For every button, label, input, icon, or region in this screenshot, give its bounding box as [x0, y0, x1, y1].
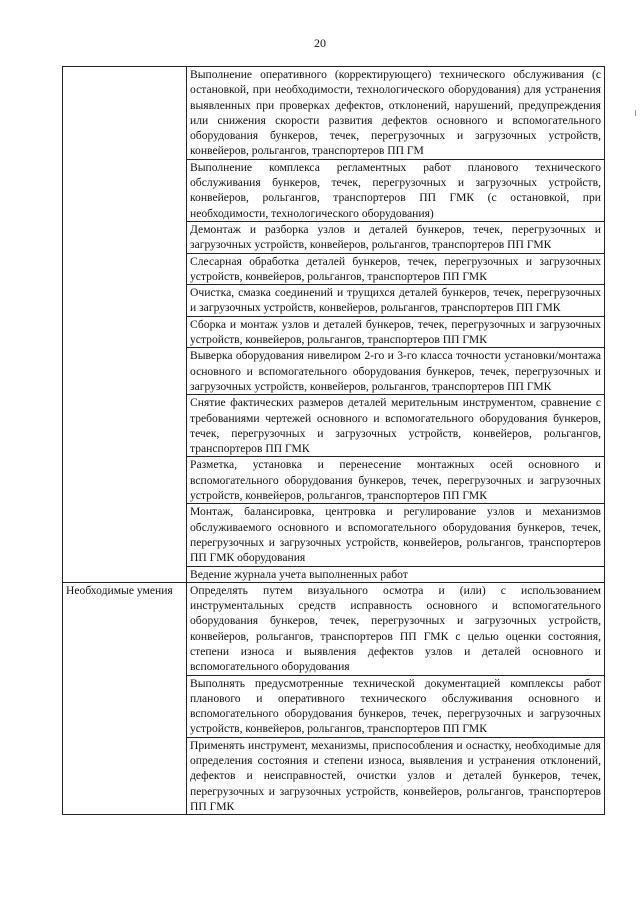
action-cell: Выверка оборудования нивелиром 2-го и 3-го класса точности установки/монтажа основного и вспомогательного оборудования бункеров, течек, перегрузочных и загрузочных устройств, конвейеров, рольгангов, транспортеров ПП ГМК [187, 348, 605, 395]
action-cell: Ведение журнала учета выполненных работ [187, 566, 605, 582]
section-label: Необходимые умения [63, 582, 187, 814]
table-row [63, 582, 605, 675]
action-cell: Демонтаж и разборка узлов и деталей бункеров, течек, перегрузочных и загрузочных устройств, конвейеров, рольгангов, транспортеров ПП ГМК [187, 221, 605, 253]
action-cell: Монтаж, балансировка, центровка и регулирование узлов и механизмов обслуживаемого основного и вспомогательного оборудования бункеров, течек, перегрузочных и загрузочных устройств, конвейеров, рольгангов, транспортеров ПП ГМК оборудования [187, 504, 605, 566]
section-label [63, 67, 187, 583]
action-cell: Очистка, смазка соединений и трущихся деталей бункеров, течек, перегрузочных и загрузочных устройств, конвейеров, рольгангов, транспортеров ПП ГМК [187, 285, 605, 317]
page-number: 20 [314, 36, 326, 50]
skill-cell: Применять инструмент, механизмы, приспособления и оснастку, необходимые для определения состояния и степени износа, выявления и устранения отклонений, дефектов и неисправностей, очистки узлов и деталей бункеров, течек, перегрузочных и загрузочных устройств, конвейеров, рольгангов, транспортеров ПП ГМК [187, 737, 605, 814]
action-cell: Выполнение комплекса регламентных работ планового технического обслуживания бункеров, течек, перегрузочных и загрузочных устройств, конвейеров, рольгангов, транспортеров ПП ГМК (с остановкой, при необходимости, технологического оборудования) [187, 159, 605, 221]
action-cell: Сборка и монтаж узлов и деталей бункеров, течек, перегрузочных и загрузочных устройств, конвейеров, рольгангов, транспортеров ПП ГМК [187, 316, 605, 348]
action-cell: Разметка, установка и перенесение монтажных осей основного и вспомогательного оборудования бункеров, течек, перегрузочных и загрузочных устройств, конвейеров, рольгангов, транспортеров ПП ГМК [187, 457, 605, 504]
skill-cell: Выполнять предусмотренные технической документацией комплексы работ планового и оперативного технического обслуживания основного и вспомогательного оборудования бункеров, течек, перегрузочных и загрузочных устройств, конвейеров, рольгангов, транспортеров ПП ГМК [187, 675, 605, 737]
scan-mark [635, 110, 636, 116]
table-row [63, 67, 605, 160]
action-cell: Снятие фактических размеров деталей мерительным инструментом, сравнение с требованиями чертежей основного и вспомогательного оборудования бункеров, течек, перегрузочных и загрузочных устройств, конвейеров, рольгангов, транспортеров ПП ГМК [187, 395, 605, 457]
action-cell: Выполнение оперативного (корректирующего) технического обслуживания (с остановкой, при необходимости, технологического оборудования) для устранения выявленных при проверках дефектов, отклонений, нарушений, предупреждения или снижения скорости развития дефектов основного и вспомогательного оборудования бункеров, течек, перегрузочных и загрузочных устройств, конвейеров, рольгангов, транспортеров ПП ГМ [187, 67, 605, 160]
skill-cell: Определять путем визуального осмотра и (или) с использованием инструментальных средств исправность основного и вспомогательного оборудования бункеров, течек, перегрузочных и загрузочных устройств, конвейеров, рольгангов, транспортеров ПП ГМК с целью оценки состояния, степени износа и выявления дефектов узлов и деталей основного и вспомогательного оборудования [187, 582, 605, 675]
action-cell: Слесарная обработка деталей бункеров, течек, перегрузочных и загрузочных устройств, конвейеров, рольгангов, транспортеров ПП ГМК [187, 253, 605, 285]
requirements-table [62, 66, 605, 815]
